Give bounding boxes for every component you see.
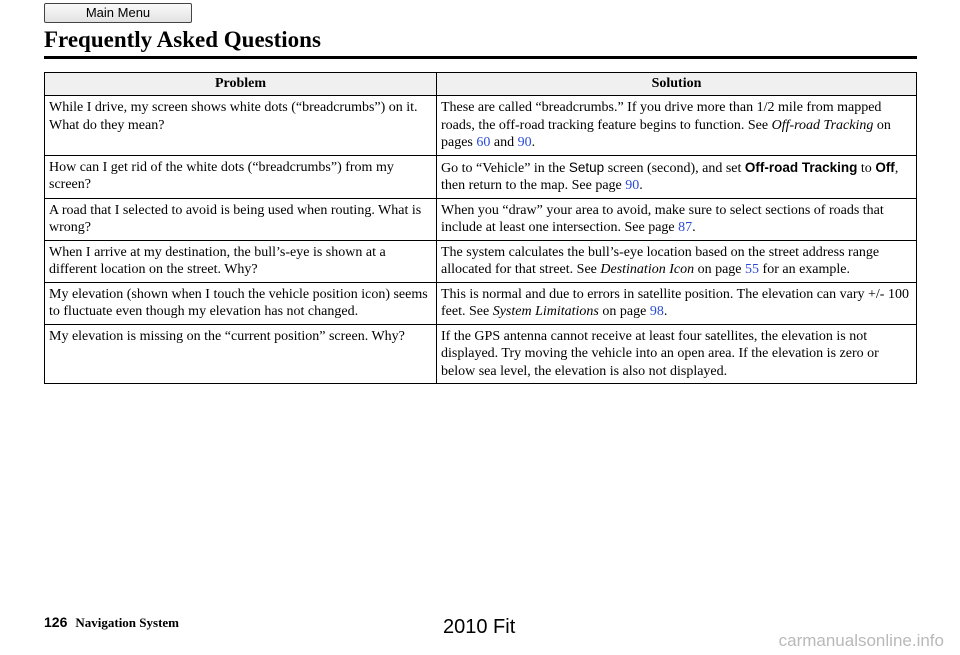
section-name: Navigation System: [75, 615, 179, 630]
faq-table: [44, 72, 917, 384]
page-link[interactable]: 60: [476, 135, 491, 150]
table-row: [45, 324, 917, 384]
page-link[interactable]: 87: [678, 220, 693, 235]
page-title: Frequently Asked Questions: [44, 27, 321, 52]
problem-cell: While I drive, my screen shows white dots (“breadcrumbs”) on it. What do they mean?: [45, 96, 437, 156]
solution-cell: [437, 96, 917, 156]
solution-text: .: [639, 178, 643, 193]
solution-text: for an example.: [759, 262, 850, 277]
solution-text: , then return to the map. See page: [441, 160, 899, 193]
table-row: [45, 96, 917, 156]
reference-title: Destination Icon: [600, 262, 695, 277]
site-watermark[interactable]: carmanualsonline.info: [778, 631, 944, 650]
problem-cell: My elevation is missing on the “current position” screen. Why?: [45, 324, 437, 384]
solution-cell: [437, 155, 917, 198]
title-rule: [44, 56, 917, 59]
table-row: [45, 198, 917, 240]
solution-cell: [437, 282, 917, 324]
problem-column-header: Problem: [45, 73, 437, 96]
solution-text: on page: [598, 304, 650, 319]
ui-term: Setup: [568, 159, 605, 175]
page-link[interactable]: 98: [649, 304, 664, 319]
problem-cell: My elevation (shown when I touch the vehicle position icon) seems to fluctuate even though my elevation has not changed.: [45, 282, 437, 324]
solution-text: .: [531, 135, 536, 150]
solution-text: When you “draw” your area to avoid, make sure to select sections of roads that include at least one intersection. See page: [441, 202, 884, 235]
ui-term: Off: [875, 159, 895, 175]
table-row: [45, 282, 917, 324]
page-link[interactable]: 90: [625, 178, 640, 193]
page-link[interactable]: 90: [517, 135, 532, 150]
table-header-row: [45, 73, 917, 96]
solution-text: If the GPS antenna cannot receive at least four satellites, the elevation is not displayed. Try moving the vehicle into an open area. If the elevation is zero or below sea level, the elevation is also not displayed.: [441, 328, 879, 379]
table-row: [45, 240, 917, 282]
table-row: [45, 155, 917, 198]
solution-text: Go to “Vehicle” in the: [441, 160, 569, 176]
page-link[interactable]: 55: [745, 262, 760, 277]
problem-cell: A road that I selected to avoid is being used when routing. What is wrong?: [45, 198, 437, 240]
solution-text: on pages: [441, 117, 891, 150]
reference-title: System Limitations: [492, 304, 599, 319]
problem-cell: How can I get rid of the white dots (“breadcrumbs”) from my screen?: [45, 155, 437, 198]
solution-cell: [437, 198, 917, 240]
faq-table-body: [45, 96, 917, 384]
solution-text: This is normal and due to errors in satellite position. The elevation can vary +/- 100 feet. See: [441, 286, 909, 319]
solution-cell: [437, 324, 917, 384]
solution-text: These are called “breadcrumbs.” If you drive more than 1/2 mile from mapped roads, the off-road tracking feature begins to function. See: [441, 100, 882, 133]
page-footer: [44, 614, 179, 631]
solution-cell: [437, 240, 917, 282]
solution-text: and: [490, 135, 518, 150]
solution-text: .: [692, 220, 696, 235]
main-menu-button[interactable]: Main Menu: [44, 3, 192, 23]
problem-cell: When I arrive at my destination, the bull’s-eye is shown at a different location on the street. Why?: [45, 240, 437, 282]
solution-text: .: [663, 304, 668, 319]
reference-title: Off-road Tracking: [771, 117, 874, 133]
solution-text: to: [857, 160, 876, 176]
solution-column-header: Solution: [437, 73, 917, 96]
solution-text: screen (second), and set: [604, 160, 745, 176]
model-watermark: 2010 Fit: [443, 616, 516, 638]
ui-term: Off-road Tracking: [744, 159, 858, 175]
solution-text: The system calculates the bull’s-eye location based on the street address range allocated for that street. See: [441, 244, 880, 277]
page-number: 126: [44, 614, 68, 630]
solution-text: on page: [694, 262, 746, 277]
